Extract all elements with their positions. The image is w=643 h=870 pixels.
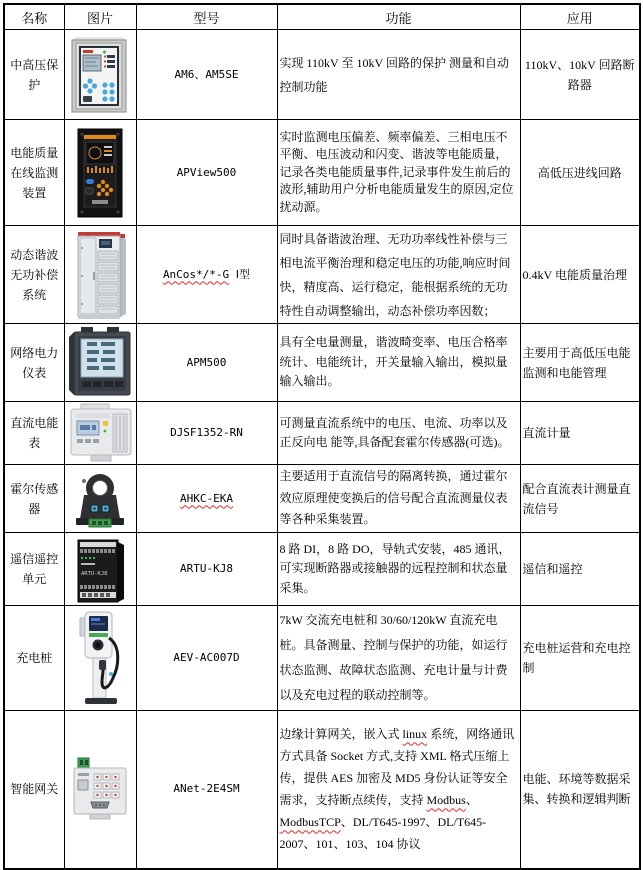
am6-protection-relay-photo (65, 35, 136, 115)
text-segment: APView500 (176, 165, 237, 179)
cell-function (277, 226, 520, 324)
misspelled-word: linux (402, 727, 428, 742)
cell-application: 配合直流表计测量直流信号 (520, 465, 640, 533)
text-segment: 实时监测电压偏差、频率偏差、三相电压不平衡、电压波动和闪变、谐波等电能质量，记录各类电能质量事件,记录事件发生前后的波形,辅助用户分析电能质量发生的原因,定位扰动源。 (279, 129, 514, 214)
text-segment: 实现 110kV 至 10kV 回路的保护 测量和自动控制功能 (279, 55, 509, 94)
cell-product-name: 霍尔传感器 (4, 465, 64, 533)
product-table (3, 3, 641, 870)
column-header-model: 型号 (136, 4, 277, 30)
misspelled-word: AnCos*/*-G (162, 267, 230, 281)
cell-function (277, 533, 520, 606)
apview500-monitor-photo (65, 126, 136, 220)
text-segment: ANet-2E4SM (173, 782, 240, 796)
cell-function (277, 402, 520, 465)
table-row (4, 711, 640, 869)
cell-function (277, 465, 520, 533)
cell-application: 0.4kV 电能质量治理 (520, 226, 640, 324)
cell-application: 主要用于高低压电能监测和电能管理 (520, 324, 640, 402)
text-segment: 可测量直流系统中的电压、电流、功率以及正反向电 能等,具备配套霍尔传感器(可选)。 (279, 415, 510, 449)
cell-function (277, 30, 520, 120)
text-segment: 系统，网络通讯方式具备 Socket 方式,支持 XML 格式压缩上传，提供 AES 加密及 MD5 身份认证等安全需求，支持断点续传，支持 (279, 727, 515, 808)
text-segment: 同时具备谐波治理、无功功率线性补偿与三相电流平衡治理和稳定电压的功能,响应时间快，精度高、运行稳定，能根据系统的无功特性自动调整输出，动态补偿功率因数； (279, 231, 511, 318)
cell-model (136, 533, 277, 606)
text-segment: ARTU-KJ8 (180, 562, 233, 575)
misspelled-word: ModbusTCP (279, 815, 341, 830)
cell-function (277, 120, 520, 226)
table-body (4, 30, 640, 869)
cell-product-image (64, 711, 136, 869)
cell-model (136, 30, 277, 120)
table-row (4, 30, 640, 120)
ahkc-eka-hall-sensor-photo (65, 469, 136, 529)
table-row (4, 465, 640, 533)
text-segment: 8 路 DI，8 路 DO，导轨式安装，485 通讯，可实现断路器或接触器的远程控制和状态量采集。 (279, 541, 511, 595)
cell-application: 遥信和遥控 (520, 533, 640, 606)
cell-model (136, 711, 277, 869)
text-segment: 主要适用于直流信号的隔离转换，通过霍尔效应原理使变换后的信号配合直流测量仪表等各种采集装置。 (279, 469, 508, 527)
svg-text:ARTU-KJ8: ARTU-KJ8 (81, 571, 108, 577)
cell-product-image (64, 606, 136, 711)
cell-product-image (64, 402, 136, 465)
cell-product-name: 遥信遥控单元 (4, 533, 64, 606)
text-segment: 边缘计算网关，嵌入式 (279, 727, 403, 742)
table-row (4, 533, 640, 606)
column-header-function: 功能 (277, 4, 520, 30)
text-segment: 7kW 交流充电桩和 30/60/120kW 直流充电桩。具备测量、控制与保护的功能，如运行状态监测、故障状态监测、充电计量与计费以及充电过程的联动控制等。 (279, 613, 508, 702)
cell-application: 高低压进线回路 (520, 120, 640, 226)
column-header-image: 图片 (64, 4, 136, 30)
cell-application: 直流计量 (520, 402, 640, 465)
misspelled-word: Modbus (426, 793, 466, 808)
cell-model (136, 324, 277, 402)
table-row (4, 606, 640, 711)
text-segment: 、DL/T645-1997、DL/T645-2007、101、103、104 协议 (279, 815, 487, 852)
table-row (4, 120, 640, 226)
cell-model (136, 226, 277, 324)
cell-application: 110kV、10kV 回路断路器 (520, 30, 640, 120)
misspelled-word: AHKC-EKA (180, 491, 233, 505)
cell-product-image (64, 120, 136, 226)
column-header-application: 应用 (520, 4, 640, 30)
djsf1352-dc-energy-meter-photo (65, 402, 136, 464)
artu-kj8-remote-unit-photo (65, 533, 136, 605)
cell-model (136, 402, 277, 465)
text-segment: 、 (465, 793, 478, 808)
cell-model (136, 120, 277, 226)
text-segment: APM500 (186, 355, 227, 369)
cell-model (136, 465, 277, 533)
text-segment: 具有全电量测量，谐波畸变率、电压合格率统计、电能统计，开关量输入输出，模拟量输入输出。 (279, 335, 508, 389)
cell-product-name: 电能质量在线监测装置 (4, 120, 64, 226)
text-segment: AM6、AM5SE (174, 67, 239, 81)
table-row (4, 402, 640, 465)
aev-charging-pile-photo (65, 608, 136, 708)
cell-product-name: 智能网关 (4, 711, 64, 869)
text-segment: DJSF1352-RN (170, 426, 243, 439)
cell-product-image (64, 226, 136, 324)
cell-product-image (64, 324, 136, 402)
cell-product-name: 直流电能表 (4, 402, 64, 465)
column-header-name: 名称 (4, 4, 64, 30)
cell-function (277, 606, 520, 711)
cell-model (136, 606, 277, 711)
table-row (4, 226, 640, 324)
product-table-page (3, 3, 639, 870)
cell-product-name: 充电桩 (4, 606, 64, 711)
cell-function (277, 711, 520, 869)
anet-smart-gateway-photo (65, 754, 136, 824)
cell-application: 充电桩运营和充电控制 (520, 606, 640, 711)
apm500-power-meter-photo (65, 325, 136, 401)
table-row (4, 324, 640, 402)
text-segment: AEV-AC007D (173, 651, 240, 664)
header-row (4, 4, 640, 30)
cell-product-name: 中高压保护 (4, 30, 64, 120)
cell-product-name: 网络电力仪表 (4, 324, 64, 402)
cell-product-image (64, 533, 136, 606)
cell-product-image (64, 465, 136, 533)
cell-product-image (64, 30, 136, 120)
cell-product-name: 动态谐波无功补偿系统 (4, 226, 64, 324)
ancos-compensation-cabinet-photo (65, 228, 136, 322)
cell-application: 电能、环境等数据采集、转换和逻辑判断 (520, 711, 640, 869)
text-segment: Ⅰ型 (229, 267, 251, 281)
cell-function (277, 324, 520, 402)
